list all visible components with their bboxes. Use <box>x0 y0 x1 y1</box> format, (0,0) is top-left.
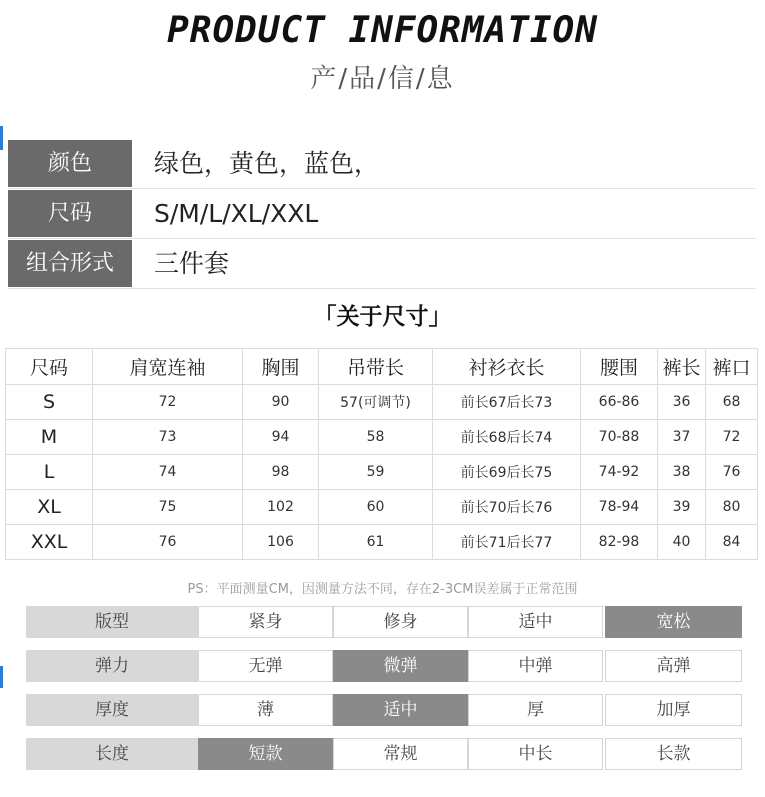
table-cell: 38 <box>658 455 706 490</box>
table-cell: 前长68后长74 <box>433 420 581 455</box>
table-cell: L <box>6 455 93 490</box>
table-cell: 90 <box>243 385 319 420</box>
table-cell: 66-86 <box>581 385 658 420</box>
table-cell: 39 <box>658 490 706 525</box>
attr-value: 三件套 <box>154 249 230 278</box>
grid-option: 高弹 <box>605 650 742 682</box>
column-header: 裤长 <box>658 349 706 385</box>
grid-option: 适中 <box>468 606 603 638</box>
left-accent-mark <box>0 126 3 150</box>
attr-label: 尺码 <box>8 190 132 237</box>
column-header: 肩宽连袖 <box>93 349 243 385</box>
column-header: 胸围 <box>243 349 319 385</box>
table-cell: XXL <box>6 525 93 560</box>
table-cell: 76 <box>706 455 758 490</box>
table-row <box>6 525 758 560</box>
attr-row-combination <box>8 240 756 289</box>
table-cell: 61 <box>319 525 433 560</box>
page-title-cn: 产/品/信/息 <box>310 64 455 94</box>
grid-row-thickness <box>26 694 742 726</box>
left-accent-mark-2 <box>0 666 3 688</box>
table-cell: 前长71后长77 <box>433 525 581 560</box>
column-header: 腰围 <box>581 349 658 385</box>
table-cell: 74 <box>93 455 243 490</box>
table-row <box>6 420 758 455</box>
grid-option: 中长 <box>468 738 603 770</box>
grid-label: 弹力 <box>26 650 198 682</box>
table-cell: 72 <box>93 385 243 420</box>
table-cell: 72 <box>706 420 758 455</box>
table-cell: 36 <box>658 385 706 420</box>
grid-label: 长度 <box>26 738 198 770</box>
column-header: 裤口 <box>706 349 758 385</box>
grid-label: 版型 <box>26 606 198 638</box>
table-row <box>6 385 758 420</box>
table-cell: M <box>6 420 93 455</box>
grid-option: 长款 <box>605 738 742 770</box>
table-cell: 76 <box>93 525 243 560</box>
grid-row-fit <box>26 606 742 638</box>
grid-option: 微弹 <box>333 650 468 682</box>
table-cell: 82-98 <box>581 525 658 560</box>
grid-option: 加厚 <box>605 694 742 726</box>
grid-label: 厚度 <box>26 694 198 726</box>
column-header: 尺码 <box>6 349 93 385</box>
grid-option: 常规 <box>333 738 468 770</box>
table-cell: 84 <box>706 525 758 560</box>
grid-option: 无弹 <box>198 650 333 682</box>
table-cell: 58 <box>319 420 433 455</box>
grid-row-stretch <box>26 650 742 682</box>
table-cell: 前长70后长76 <box>433 490 581 525</box>
grid-option: 短款 <box>198 738 333 770</box>
table-cell: S <box>6 385 93 420</box>
table-cell: 98 <box>243 455 319 490</box>
grid-option: 中弹 <box>468 650 603 682</box>
table-cell: 70-88 <box>581 420 658 455</box>
table-cell: 78-94 <box>581 490 658 525</box>
table-header-row <box>6 349 758 385</box>
attr-label: 颜色 <box>8 140 132 187</box>
table-cell: 75 <box>93 490 243 525</box>
table-cell: 37 <box>658 420 706 455</box>
table-cell: 106 <box>243 525 319 560</box>
measurement-note: PS：平面测量CM，因测量方法不同，存在2-3CM误差属于正常范围 <box>187 582 578 597</box>
grid-option: 宽松 <box>605 606 742 638</box>
table-row <box>6 455 758 490</box>
attr-value: S/M/L/XL/XXL <box>154 199 319 228</box>
grid-option: 适中 <box>333 694 468 726</box>
grid-option: 薄 <box>198 694 333 726</box>
grid-option: 厚 <box>468 694 603 726</box>
table-cell: 59 <box>319 455 433 490</box>
table-row <box>6 490 758 525</box>
table-cell: 80 <box>706 490 758 525</box>
attr-row-color <box>8 140 756 189</box>
grid-option: 修身 <box>333 606 468 638</box>
table-cell: 60 <box>319 490 433 525</box>
table-cell: 前长69后长75 <box>433 455 581 490</box>
table-cell: 前长67后长73 <box>433 385 581 420</box>
table-cell: 74-92 <box>581 455 658 490</box>
table-cell: XL <box>6 490 93 525</box>
size-table <box>5 348 758 560</box>
size-table-title: 「关于尺寸」 <box>313 304 452 330</box>
page-title-en: PRODUCT INFORMATION <box>167 10 598 51</box>
attr-label: 组合形式 <box>8 240 132 287</box>
column-header: 吊带长 <box>319 349 433 385</box>
table-cell: 94 <box>243 420 319 455</box>
grid-option: 紧身 <box>198 606 333 638</box>
attr-value: 绿色，黄色，蓝色， <box>154 149 380 178</box>
column-header: 衬衫衣长 <box>433 349 581 385</box>
attr-row-size <box>8 190 756 239</box>
table-cell: 102 <box>243 490 319 525</box>
grid-row-length <box>26 738 742 770</box>
table-cell: 68 <box>706 385 758 420</box>
table-cell: 40 <box>658 525 706 560</box>
table-cell: 57(可调节) <box>319 385 433 420</box>
table-cell: 73 <box>93 420 243 455</box>
